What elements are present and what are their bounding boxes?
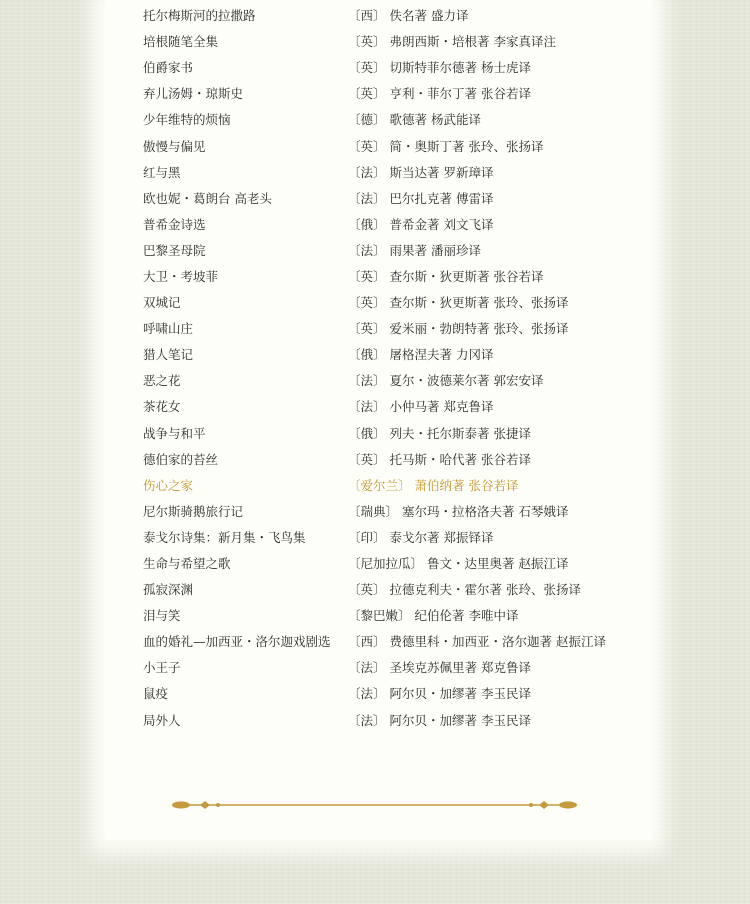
book-row [143,550,623,576]
book-credit: 托马斯・哈代著 张谷若译 [389,451,531,467]
book-credit: 普希金著 刘文飞译 [389,216,494,232]
book-title: 孤寂深渊 [143,582,194,598]
book-country: 〔法〕 [348,686,386,702]
book-title: 巴黎圣母院 [143,242,206,258]
book-country: 〔英〕 [348,321,386,337]
book-title: 德伯家的苔丝 [143,451,219,467]
book-row [143,315,623,341]
book-title: 少年维特的烦恼 [143,112,231,128]
book-title: 小王子 [143,660,181,676]
book-meta [348,267,544,285]
book-country: 〔英〕 [348,268,386,284]
book-meta [348,137,544,155]
book-country: 〔法〕 [348,242,386,258]
book-row [143,602,623,628]
book-credit: 夏尔・波德莱尔著 郭宏安译 [389,373,544,389]
book-title: 猎人笔记 [143,347,194,363]
book-meta [348,189,494,207]
book-country: 〔西〕 [348,634,386,650]
book-credit: 小仲马著 郑克鲁译 [389,399,494,415]
ornamental-divider-icon [172,794,577,816]
book-credit: 萧伯纳著 张谷若译 [414,477,519,493]
book-meta [348,371,544,389]
book-meta [348,84,531,102]
book-country: 〔英〕 [348,34,386,50]
book-title: 普希金诗选 [143,216,206,232]
book-row [143,680,623,706]
book-meta [348,345,494,363]
book-meta [348,684,531,702]
book-title: 伯爵家书 [143,60,194,76]
book-title: 弃儿汤姆・琼斯史 [143,86,244,102]
book-row [143,211,623,237]
book-row [143,498,623,524]
book-country: 〔法〕 [348,399,386,415]
book-country: 〔俄〕 [348,425,386,441]
book-row [143,132,623,158]
book-credit: 屠格涅夫著 力冈译 [389,347,494,363]
book-meta [348,215,494,233]
book-row [143,159,623,185]
book-credit: 费德里科・加西亚・洛尔迦著 赵振江译 [389,634,606,650]
book-country: 〔瑞典〕 [348,503,399,519]
book-credit: 简・奥斯丁著 张玲、张扬译 [389,138,544,154]
book-country: 〔尼加拉瓜〕 [348,556,424,572]
book-credit: 纪伯伦著 李唯中译 [414,608,519,624]
book-meta [348,241,481,259]
book-country: 〔法〕 [348,190,386,206]
book-country: 〔英〕 [348,295,386,311]
book-row [143,472,623,498]
book-credit: 佚名著 盛力译 [389,8,469,24]
book-credit: 阿尔贝・加缪著 李玉民译 [389,686,531,702]
book-credit: 阿尔贝・加缪著 李玉民译 [389,712,531,728]
book-meta [348,711,531,729]
book-row [143,54,623,80]
book-credit: 查尔斯・狄更斯著 张玲、张扬译 [389,295,569,311]
book-title: 大卫・考坡菲 [143,268,219,284]
book-meta [348,450,531,468]
book-country: 〔法〕 [348,373,386,389]
book-title: 托尔梅斯河的拉撒路 [143,8,256,24]
book-meta [348,580,581,598]
book-meta [348,397,494,415]
book-row [143,367,623,393]
book-row [143,446,623,472]
book-title: 培根随笔全集 [143,34,219,50]
book-title: 茶花女 [143,399,181,415]
book-country: 〔法〕 [348,660,386,676]
book-row [143,289,623,315]
book-credit: 斯当达著 罗新璋译 [389,164,494,180]
book-row [143,28,623,54]
book-meta [348,424,531,442]
book-list [143,2,623,733]
book-credit: 圣埃克苏佩里著 郑克鲁译 [389,660,531,676]
book-row [143,263,623,289]
book-country: 〔俄〕 [348,216,386,232]
book-meta [348,32,556,50]
book-title: 呼啸山庄 [143,321,194,337]
book-meta [348,476,519,494]
book-credit: 塞尔玛・拉格洛夫著 石琴娥译 [402,503,569,519]
book-credit: 歌德著 杨武能译 [389,112,481,128]
book-title: 双城记 [143,295,181,311]
book-meta [348,163,494,181]
book-title: 战争与和平 [143,425,206,441]
book-credit: 鲁文・达里奥著 赵振江译 [427,556,569,572]
book-credit: 亨利・菲尔丁著 张谷若译 [389,86,531,102]
book-credit: 巴尔扎克著 傅雷译 [389,190,494,206]
book-title: 泪与笑 [143,608,181,624]
book-country: 〔英〕 [348,582,386,598]
book-row [143,707,623,733]
book-country: 〔俄〕 [348,347,386,363]
book-row [143,106,623,132]
book-meta [348,658,531,676]
book-title: 恶之花 [143,373,181,389]
book-country: 〔爱尔兰〕 [348,477,411,493]
book-row [143,576,623,602]
book-row [143,185,623,211]
book-credit: 弗朗西斯・培根著 李家真译注 [389,34,556,50]
book-country: 〔西〕 [348,8,386,24]
book-country: 〔德〕 [348,112,386,128]
book-meta [348,110,481,128]
book-country: 〔英〕 [348,451,386,467]
book-country: 〔英〕 [348,138,386,154]
book-country: 〔英〕 [348,60,386,76]
book-row [143,420,623,446]
book-row [143,524,623,550]
book-title: 泰戈尔诗集：新月集・飞鸟集 [143,529,306,545]
book-country: 〔法〕 [348,164,386,180]
book-meta [348,58,531,76]
book-credit: 列夫・托尔斯泰著 张捷译 [389,425,531,441]
book-country: 〔英〕 [348,86,386,102]
book-credit: 爱米丽・勃朗特著 张玲、张扬译 [389,321,569,337]
book-meta [348,528,494,546]
book-title: 傲慢与偏见 [143,138,206,154]
book-meta [348,554,569,572]
book-meta [348,502,569,520]
book-title: 生命与希望之歌 [143,556,231,572]
book-meta [348,632,606,650]
book-meta [348,293,569,311]
book-row [143,341,623,367]
book-title: 血的婚礼—加西亚・洛尔迦戏剧选 [143,634,331,650]
book-title: 局外人 [143,712,181,728]
book-row [143,393,623,419]
book-credit: 拉德克利夫・霍尔著 张玲、张扬译 [389,582,581,598]
book-row [143,2,623,28]
book-credit: 切斯特菲尔德著 杨士虎译 [389,60,531,76]
book-credit: 查尔斯・狄更斯著 张谷若译 [389,268,544,284]
book-credit: 雨果著 潘丽珍译 [389,242,481,258]
book-title: 伤心之家 [143,477,194,493]
book-title: 红与黑 [143,164,181,180]
book-meta [348,6,469,24]
book-country: 〔黎巴嫩〕 [348,608,411,624]
book-title: 尼尔斯骑鹅旅行记 [143,503,244,519]
book-title: 鼠疫 [143,686,169,702]
book-title: 欧也妮・葛朗台 高老头 [143,190,272,206]
book-meta [348,606,519,624]
book-row [143,80,623,106]
book-meta [348,319,569,337]
book-country: 〔法〕 [348,712,386,728]
book-row [143,628,623,654]
book-row [143,237,623,263]
book-row [143,654,623,680]
book-country: 〔印〕 [348,529,386,545]
book-credit: 泰戈尔著 郑振铎译 [389,529,494,545]
